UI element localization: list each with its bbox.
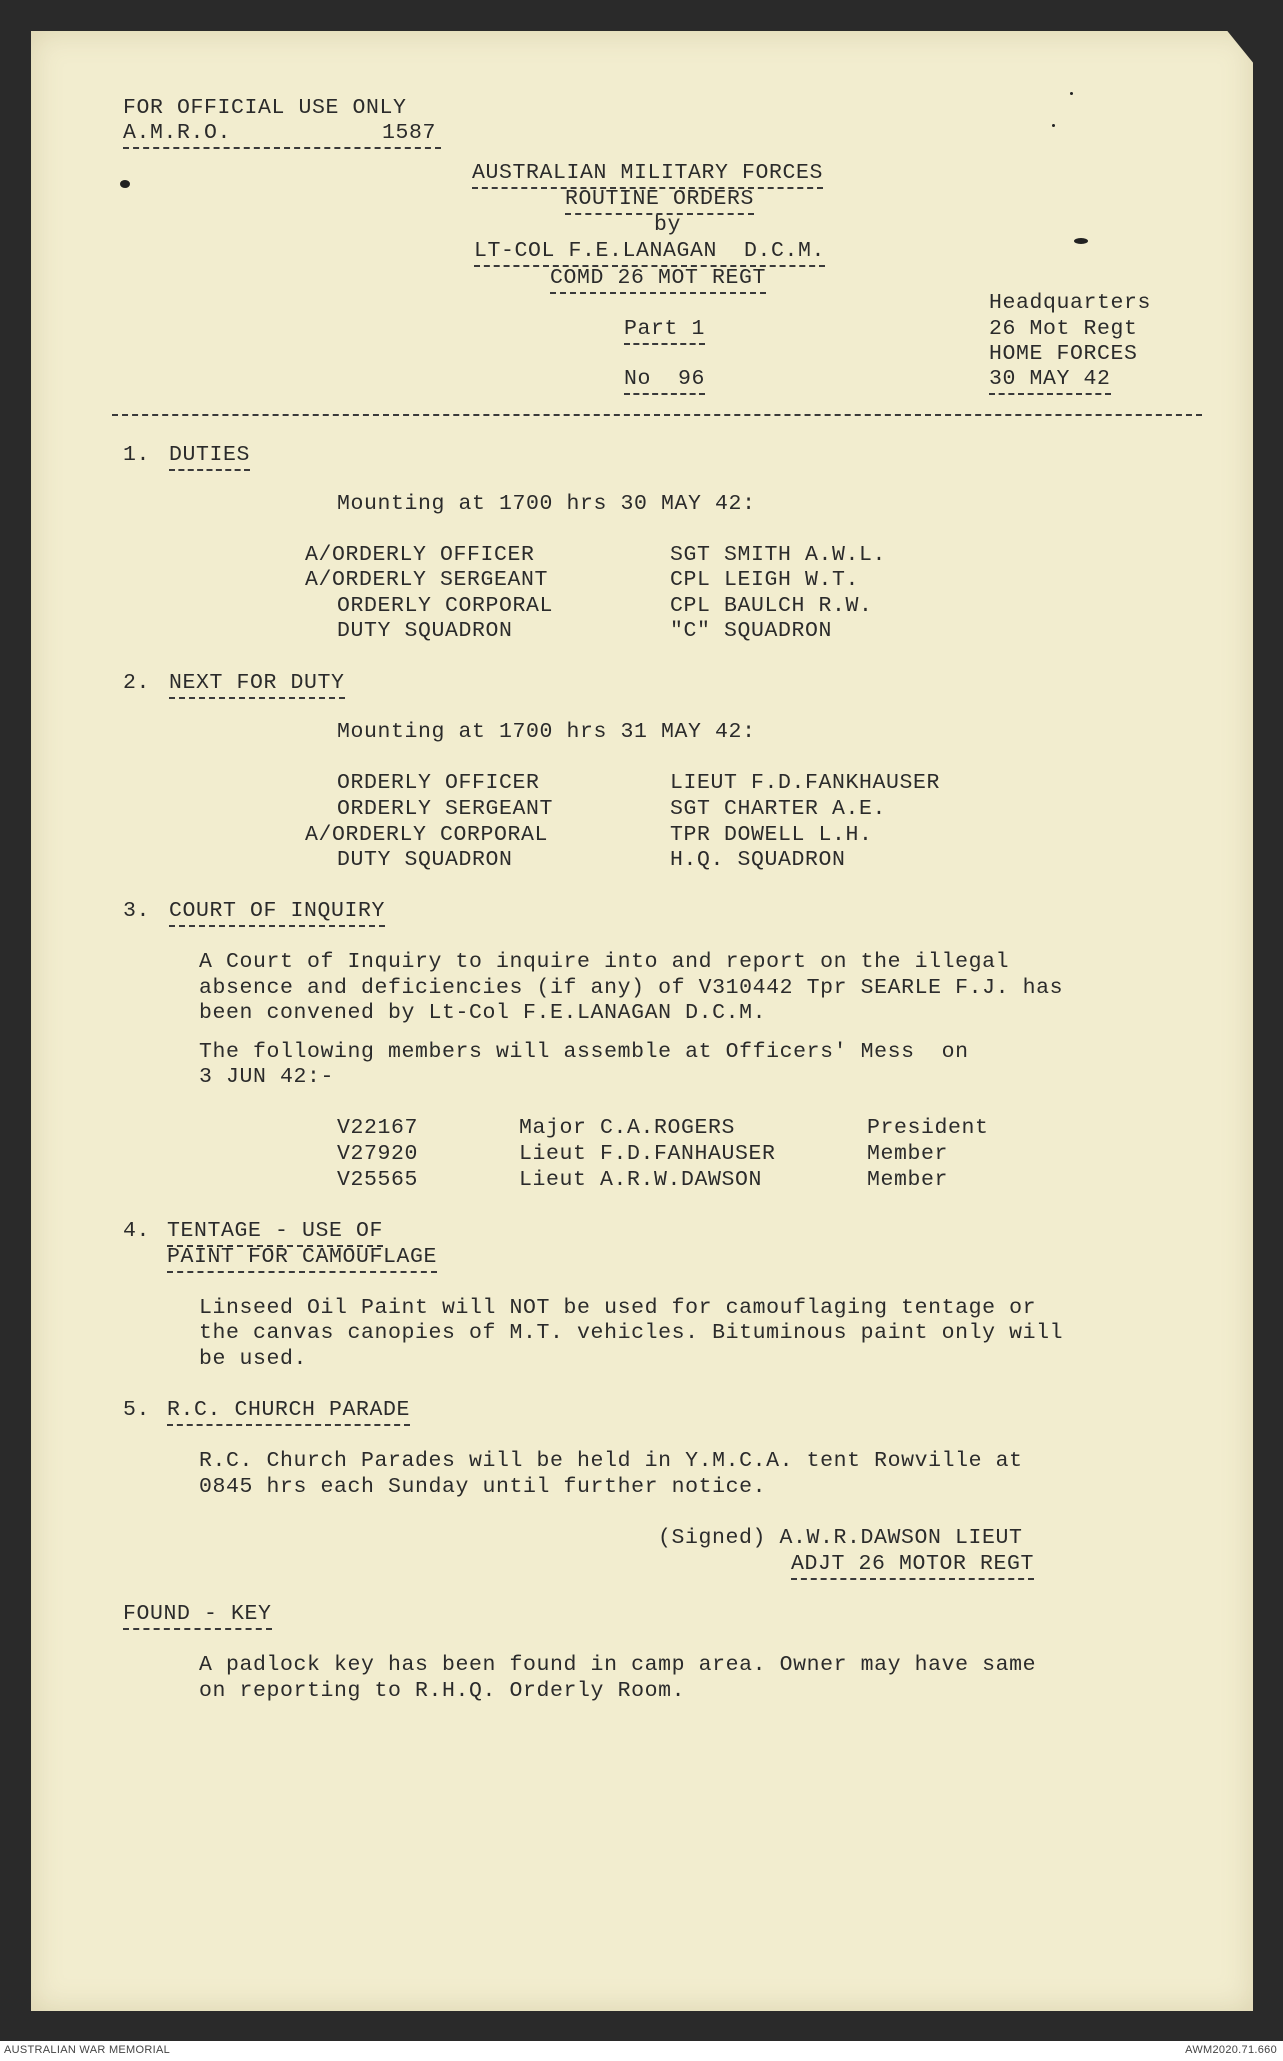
member-role: Member [867, 1142, 949, 1166]
duty-person: CPL LEIGH W.T. [670, 568, 860, 592]
inquiry-text-line: A Court of Inquiry to inquire into and report on the illegal [199, 950, 1010, 974]
section-2-number: 2. [123, 671, 151, 695]
section-1-heading: DUTIES [169, 442, 250, 471]
duty-role: DUTY SQUADRON [337, 848, 513, 872]
found-key-text-line: on reporting to R.H.Q. Orderly Room. [199, 1679, 686, 1703]
duty-person: CPL BAULCH R.W. [670, 594, 873, 618]
member-name: Lieut F.D.FANHAUSER [519, 1142, 776, 1166]
member-name: Major C.A.ROGERS [519, 1116, 736, 1140]
duty-person: SGT SMITH A.W.L. [670, 543, 887, 567]
title-line-2: ROUTINE ORDERS [565, 186, 754, 215]
inquiry-text-line: been convened by Lt-Col F.E.LANAGAN D.C.M. [199, 1001, 767, 1025]
tentage-text-line: Linseed Oil Paint will NOT be used for camouflaging tentage or [199, 1296, 1037, 1320]
duty-role: ORDERLY CORPORAL [337, 594, 554, 618]
duty-person: LIEUT F.D.FANKHAUSER [670, 771, 941, 795]
section-5-heading: R.C. CHURCH PARADE [167, 1397, 410, 1426]
archive-footer [0, 2041, 1283, 2061]
title-line-5: COMD 26 MOT REGT [550, 265, 766, 294]
title-line-3: by [654, 213, 682, 237]
hq-line-2: 26 Mot Regt [989, 317, 1138, 341]
title-line-4: LT-COL F.E.LANAGAN D.C.M. [474, 238, 825, 267]
church-text-line: 0845 hrs each Sunday until further notice. [199, 1475, 767, 1499]
member-number: V27920 [337, 1142, 419, 1166]
duty-role: A/ORDERLY SERGEANT [305, 568, 549, 592]
duty-role: ORDERLY OFFICER [337, 771, 540, 795]
header-divider [112, 414, 1202, 416]
duty-role: DUTY SQUADRON [337, 619, 513, 643]
section-3-number: 3. [123, 899, 151, 923]
paper-speck [1074, 238, 1088, 244]
paper-speck [120, 180, 130, 188]
section-4-number: 4. [123, 1219, 151, 1243]
duty-person: TPR DOWELL L.H. [670, 823, 873, 847]
inquiry-text-line: The following members will assemble at Officers' Mess on [199, 1040, 969, 1064]
found-key-heading: FOUND - KEY [123, 1601, 272, 1630]
section-1-number: 1. [123, 443, 151, 467]
hq-line-3: HOME FORCES [989, 342, 1138, 366]
section-3-heading: COURT OF INQUIRY [169, 898, 385, 927]
tentage-text-line: be used. [199, 1347, 308, 1371]
order-number: No 96 [624, 366, 705, 395]
section-5-number: 5. [123, 1398, 151, 1422]
part-label: Part 1 [624, 316, 705, 345]
inquiry-text-line: 3 JUN 42:- [199, 1065, 335, 1089]
inquiry-text-line: absence and deficiencies (if any) of V310442 Tpr SEARLE F.J. has [199, 976, 1064, 1000]
member-role: Member [867, 1168, 949, 1192]
duty-person: H.Q. SQUADRON [670, 848, 846, 872]
member-number: V25565 [337, 1168, 419, 1192]
duty-role: ORDERLY SERGEANT [337, 797, 554, 821]
signature-line-1: (Signed) A.W.R.DAWSON LIEUT [658, 1526, 1023, 1550]
footer-institution: AUSTRALIAN WAR MEMORIAL [4, 2044, 171, 2056]
duty-role: A/ORDERLY CORPORAL [305, 823, 549, 847]
footer-accession-number: AWM2020.71.660 [1185, 2044, 1277, 2056]
found-key-text-line: A padlock key has been found in camp area. Owner may have same [199, 1653, 1037, 1677]
duty-person: SGT CHARTER A.E. [670, 797, 887, 821]
signature-line-2: ADJT 26 MOTOR REGT [791, 1551, 1034, 1580]
title-line-1: AUSTRALIAN MILITARY FORCES [472, 160, 823, 189]
amro-number: 1587 [382, 121, 437, 145]
paper-speck [1070, 92, 1073, 95]
member-role: President [867, 1116, 989, 1140]
official-use-label: FOR OFFICIAL USE ONLY [123, 96, 407, 120]
member-name: Lieut A.R.W.DAWSON [519, 1168, 763, 1192]
hq-line-1: Headquarters [989, 291, 1152, 315]
section-2-intro: Mounting at 1700 hrs 31 MAY 42: [337, 720, 756, 744]
section-4-heading-line-1: TENTAGE - USE OF [167, 1218, 383, 1247]
member-number: V22167 [337, 1116, 419, 1140]
paper-speck [1052, 124, 1055, 127]
section-1-intro: Mounting at 1700 hrs 30 MAY 42: [337, 492, 756, 516]
section-2-heading: NEXT FOR DUTY [169, 670, 345, 699]
section-4-heading-line-2: PAINT FOR CAMOUFLAGE [167, 1244, 437, 1273]
duty-person: "C" SQUADRON [670, 619, 833, 643]
church-text-line: R.C. Church Parades will be held in Y.M.C.A. tent Rowville at [199, 1449, 1023, 1473]
duty-role: A/ORDERLY OFFICER [305, 543, 535, 567]
amro-label: A.M.R.O. [123, 120, 441, 149]
hq-line-4: 30 MAY 42 [989, 366, 1111, 395]
tentage-text-line: the canvas canopies of M.T. vehicles. Bituminous paint only will [199, 1321, 1064, 1345]
